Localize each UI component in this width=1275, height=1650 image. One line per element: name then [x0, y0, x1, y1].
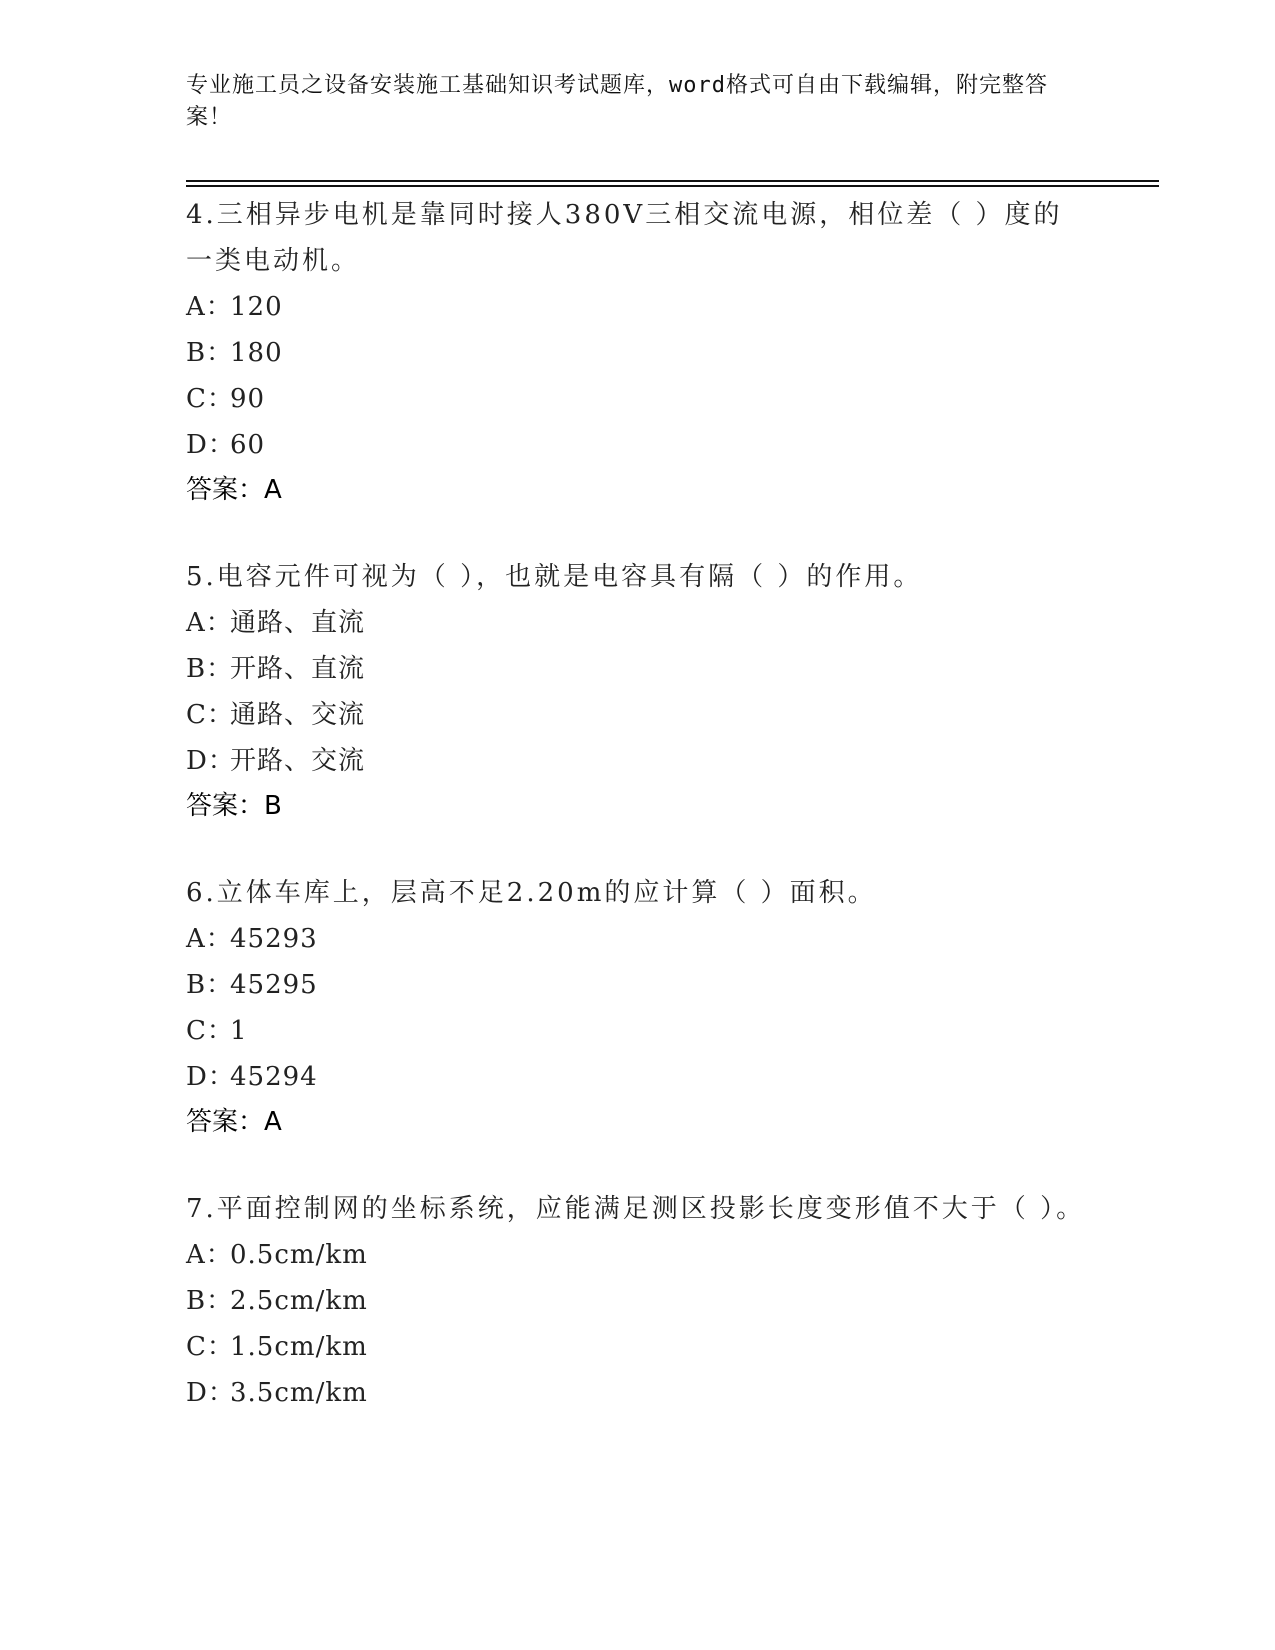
option-a: [186, 284, 1086, 330]
option-text: 开路、直流: [230, 654, 366, 684]
option-letter: B：: [186, 1286, 234, 1316]
option-b: [186, 330, 1086, 376]
question-6: [186, 870, 1086, 1144]
option-d: [186, 1370, 1086, 1416]
option-text: 开路、交流: [230, 746, 366, 776]
option-letter: D：: [186, 746, 235, 776]
option-c: [186, 692, 1086, 738]
question-4: [186, 192, 1086, 512]
option-letter: A：: [186, 1240, 233, 1270]
option-letter: B：: [186, 654, 234, 684]
option-b: [186, 962, 1086, 1008]
option-c: [186, 376, 1086, 422]
option-letter: C：: [186, 384, 234, 414]
option-a: [186, 600, 1086, 646]
option-d: [186, 1054, 1086, 1100]
option-text: 3.5cm/km: [230, 1378, 368, 1408]
option-d: [186, 738, 1086, 784]
option-text: 1.5cm/km: [230, 1332, 368, 1362]
option-letter: C：: [186, 700, 234, 730]
option-a: [186, 1232, 1086, 1278]
option-text: 180: [230, 338, 283, 368]
option-letter: B：: [186, 338, 234, 368]
option-c: [186, 1008, 1086, 1054]
option-text: 1: [230, 1016, 248, 1046]
option-text: 通路、直流: [230, 608, 366, 638]
question-stem: 7.平面控制网的坐标系统，应能满足测区投影长度变形值不大于（ ）。: [186, 1194, 1086, 1224]
option-letter: D：: [186, 1062, 235, 1092]
option-letter: B：: [186, 970, 234, 1000]
question-stem: 4.三相异步电机是靠同时接人380V三相交流电源，相位差（ ）度的一类电动机。: [186, 200, 1063, 276]
option-text: 60: [230, 430, 266, 460]
option-text: 0.5cm/km: [230, 1240, 368, 1270]
option-letter: C：: [186, 1332, 234, 1362]
header-divider-bottom: [186, 185, 1159, 187]
option-a: [186, 916, 1086, 962]
answer-line: 答案：B: [186, 791, 282, 821]
document-header: 专业施工员之设备安装施工基础知识考试题库，word格式可自由下载编辑，附完整答案！: [186, 73, 1048, 130]
question-7: [186, 1186, 1086, 1416]
question-list: [186, 192, 1086, 1458]
option-d: [186, 422, 1086, 468]
option-letter: D：: [186, 1378, 235, 1408]
option-b: [186, 1278, 1086, 1324]
option-text: 45294: [230, 1062, 318, 1092]
question-stem: 5.电容元件可视为（ ），也就是电容具有隔（ ）的作用。: [186, 562, 923, 592]
option-text: 45293: [230, 924, 318, 954]
option-b: [186, 646, 1086, 692]
option-letter: A：: [186, 608, 233, 638]
option-text: 2.5cm/km: [230, 1286, 368, 1316]
option-letter: C：: [186, 1016, 234, 1046]
option-text: 45295: [230, 970, 318, 1000]
option-c: [186, 1324, 1086, 1370]
header-divider-top: [186, 180, 1159, 182]
question-stem: 6.立体车库上，层高不足2.20m的应计算（ ）面积。: [186, 878, 877, 908]
answer-line: 答案：A: [186, 475, 282, 505]
option-text: 120: [230, 292, 283, 322]
question-5: [186, 554, 1086, 828]
answer-line: 答案：A: [186, 1107, 282, 1137]
option-letter: A：: [186, 924, 233, 954]
option-text: 90: [230, 384, 266, 414]
option-letter: D：: [186, 430, 235, 460]
option-text: 通路、交流: [230, 700, 366, 730]
option-letter: A：: [186, 292, 233, 322]
